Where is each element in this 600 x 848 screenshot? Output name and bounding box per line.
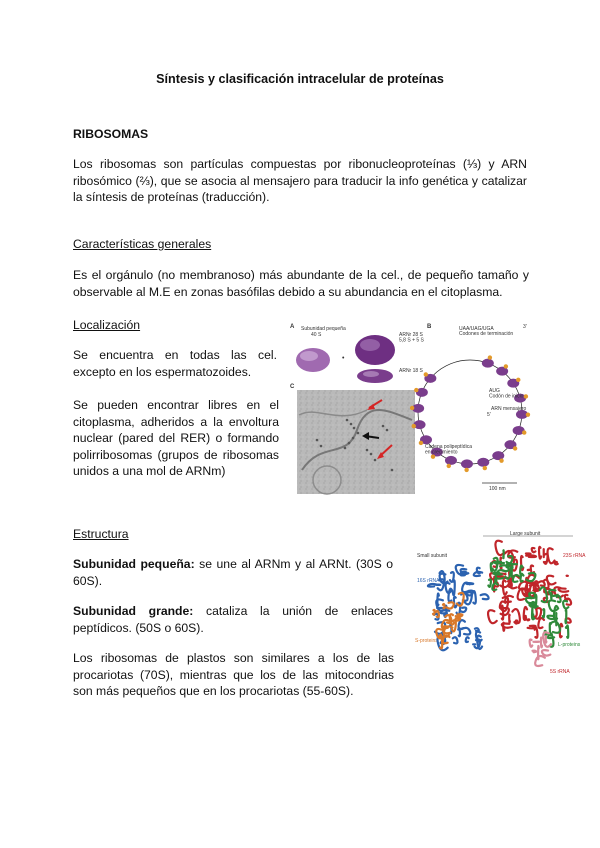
polypeptide-dot (419, 441, 423, 445)
rna-strand (543, 609, 544, 618)
paragraph-subunidad-pequena (73, 556, 393, 589)
rna-strand (541, 637, 542, 647)
label-scale: 100 nm (489, 486, 506, 492)
label-16s: 16S rRNA (417, 578, 440, 584)
label-cadena: Cadena polipeptídica en crecimiento (425, 444, 472, 456)
polypeptide-dot (516, 378, 520, 382)
panel-label-b: B (427, 324, 432, 330)
rna-strand (525, 616, 526, 618)
label-three-prime: 3' (523, 324, 527, 330)
label-codon-stop: UAA/UAG/UGA (459, 326, 494, 332)
polypeptide-dot (513, 446, 517, 450)
ribosome-dot (482, 359, 494, 368)
polypeptide-dot (447, 464, 451, 468)
label-subunidad-grande: Subunidad grande: (73, 604, 194, 618)
panel-label-c: C (290, 384, 295, 390)
paragraph-caracteristicas: Es el orgánulo (no membranoso) más abundante de la cel., de pequeño tamaño y observable al M.E en zonas basófilas debido a su abundancia en el citoplasma. (73, 268, 529, 299)
polypeptide-dot (483, 466, 487, 470)
label-small-line2: 40 S (311, 332, 322, 338)
label-subunidad-pequena: Subunidad pequeña: (73, 557, 195, 571)
rna-strand (532, 651, 536, 652)
paragraph-ribosomas: Los ribosomas son partículas compuestas por ribonucleoproteínas (⅓) y ARN ribosómico (⅔), que se asocia al mensajero para traducir la info genética y catalizar la síntesis de proteínas (traducción). (73, 157, 527, 204)
page-title: Síntesis y clasificación intracelular de proteínas (156, 72, 444, 86)
rna-strand (488, 579, 491, 587)
paragraph-localizacion-2: Se pueden encontrar libres en el citoplasma, adheridos a la envoltura nuclear (pared del RER) o formando polirribosomas (grupos de ribosomas unidos a una mol de ARNm) (73, 398, 279, 478)
label-s-proteins: S-proteins (415, 638, 438, 644)
label-small-subunit (301, 326, 347, 338)
section-heading-localizacion: Localización (73, 318, 141, 332)
rna-strand (546, 636, 547, 642)
rna-strand (565, 595, 568, 600)
polypeptide-dot (410, 406, 414, 410)
label-l-proteins: L-proteins (558, 642, 581, 648)
ribosome-dot (445, 456, 457, 465)
label-5s: 5S rRNA (550, 669, 570, 675)
rna-strand (453, 637, 458, 643)
rna-strand (509, 615, 510, 623)
rna-strand (527, 619, 529, 620)
rna-strand (488, 610, 497, 623)
section-heading-caracteristicas: Características generales (73, 237, 212, 251)
paragraph-subunidad-grande (73, 603, 393, 636)
large-subunit-shape (355, 335, 395, 383)
rna-strand (539, 547, 541, 559)
rna-strand (481, 594, 489, 599)
rna-strand (538, 618, 544, 628)
label-mrna: ARN mensajero (491, 406, 527, 412)
rna-strand (453, 580, 455, 595)
polypeptide-dot (504, 364, 508, 368)
polypeptide-dot (488, 355, 492, 359)
rna-strand (550, 622, 560, 633)
rna-strand (443, 604, 445, 608)
paragraph-plastos: Los ribosomas de plastos son similares a los de las procariotas (70S), mientras que los de las mitocondrias son más pequeños que en los procariotas (55-60S). (73, 651, 394, 698)
rna-strand (565, 610, 566, 623)
label-large-subunit: Large subunit (510, 531, 541, 537)
electron-micrograph (297, 390, 415, 494)
rna-strand (530, 639, 533, 646)
rna-strand (557, 596, 561, 602)
rna-strand (462, 628, 470, 635)
rna-strand (461, 607, 466, 611)
polypeptide-dot (464, 468, 468, 472)
rna-strand (515, 620, 517, 623)
rna-strand (433, 610, 435, 615)
rna-strand (493, 573, 502, 575)
rna-strand (555, 562, 558, 564)
rna-strand (535, 656, 545, 666)
polypeptide-dot (412, 424, 416, 428)
rna-strand (535, 628, 538, 638)
label-small-subunit-3d: Small subunit (417, 553, 448, 559)
rna-strand (492, 558, 497, 571)
rna-strand (454, 618, 460, 620)
text-subunidad-pequena: se une al ARNm y al ARNt. (30S o 60S). (73, 557, 393, 588)
polypeptide-dot (414, 388, 418, 392)
label-five-prime: 5' (487, 412, 491, 418)
polypeptide-dot (522, 430, 526, 434)
polypeptide-dot (524, 394, 528, 398)
label-small-line1: Subunidad pequeña (301, 326, 346, 332)
polypeptide-dot (526, 412, 530, 416)
polypeptide-dot (499, 458, 503, 462)
rna-strand (526, 555, 536, 557)
ribosome-dot (477, 458, 489, 467)
rna-strand (547, 576, 556, 585)
ribosome-dot (461, 459, 473, 468)
section-heading-estructura: Estructura (73, 527, 129, 541)
rna-strand (507, 556, 513, 563)
rna-strand (475, 628, 479, 631)
rna-strand (472, 591, 475, 604)
small-subunit-shape (296, 348, 330, 372)
ribosome-diagram-svg (287, 320, 534, 496)
label-aug: AUG Codón de inicio (489, 388, 524, 400)
label-rna-large: ARNr 28 S 5,8 S + 5 S (399, 332, 424, 344)
panel-label-a: A (290, 324, 295, 330)
rna-strand (447, 602, 454, 608)
rna-strand (495, 579, 497, 582)
ribosome-3d-model (428, 541, 571, 666)
rna-strand (532, 548, 536, 552)
label-codon-end: Codones de terminación (459, 331, 514, 337)
rna-strand (494, 562, 504, 563)
ribosome-structure-svg (413, 530, 591, 678)
figure-ribosome-diagram (287, 320, 534, 496)
paragraph-localizacion-1: Se encuentra en todas las cel. excepto en los espermatozoides. (73, 348, 277, 379)
section-heading-ribosomas: RIBOSOMAS (73, 127, 149, 141)
rna-strand (544, 554, 548, 564)
svg-text:•: • (342, 355, 345, 362)
figure-ribosome-structure (413, 530, 591, 678)
label-rna-small: ARNr 18 S (399, 368, 423, 374)
rna-strand (512, 566, 513, 577)
rna-strand (567, 625, 568, 637)
rna-strand (466, 637, 469, 642)
label-23s: 23S rRNA (563, 553, 586, 559)
rna-strand (502, 624, 512, 628)
rna-strand (542, 650, 550, 655)
rna-strand (428, 584, 436, 587)
polypeptide-dot (424, 372, 428, 376)
text-subunidad-grande: cataliza la unión de enlaces peptídicos. (50S o 60S). (73, 604, 393, 635)
rna-strand (501, 606, 503, 620)
